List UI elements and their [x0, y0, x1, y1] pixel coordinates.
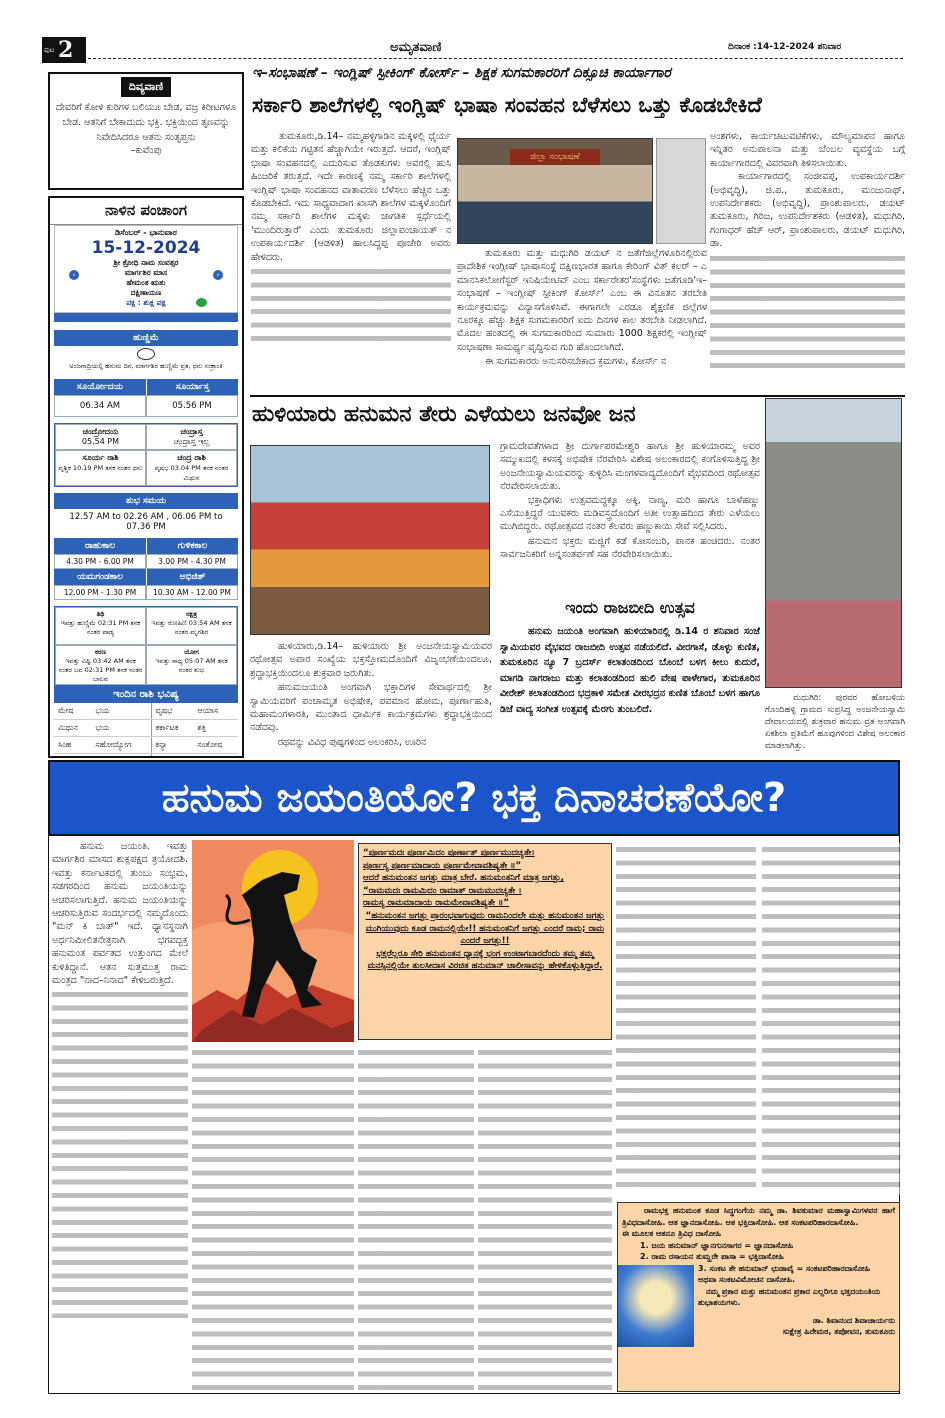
- article2-body: [500, 440, 760, 595]
- article2-headline: ಹುಳಿಯಾರು ಹನುಮನ ತೇರು ಎಳೆಯಲು ಜನವೋ ಜನ: [252, 402, 636, 427]
- date-card-footer: [54, 313, 238, 322]
- article3-col5: [616, 843, 756, 1195]
- nakshatra: ಇವತ್ತು ರೋಹಿಣಿ 03:54 AM ತನಕ ನಂತರ ಮೃಗಶಿರ: [151, 619, 232, 636]
- month-day: ಡಿಸೆಂಬರ್ - ಭಾನುವಾರ: [115, 228, 177, 237]
- surya-rashi-label: ಸೂರ್ಯ ರಾಶಿ: [82, 453, 119, 462]
- quote-line: ರಾಮಸ್ಯ ರಾಮಮಾದಾಯ ರಾಮಮೇವಾವಶಿಷ್ಯತೇ ॥”: [363, 898, 510, 909]
- article1-kicker: ಇ–ಸಂಭಾಷಣೆ – ಇಂಗ್ಲಿಷ್ ಸ್ಪೀಕಿಂಗ್ ಕೋರ್ಸ್ – ಶಿಕ್ಷಕ ಸುಗಮಕಾರರಿಗೆ ದಿಕ್ಸೂಚಿ ಕಾರ್ಯಾಗಾರ: [252, 65, 671, 81]
- article1-col2: [457, 247, 707, 392]
- rasi-prediction: [193, 754, 238, 759]
- sunset-time: 05.56 PM: [146, 395, 238, 417]
- rasi-sign: ವೃಷಭ: [151, 703, 193, 720]
- quote-line: “ಹನುಮಂತನ ಜಗತ್ತು ಪ್ರಾರಂಭವಾಗುವುದು ರಾಮನಿಂದಲೇ ಮತ್ತು ಹನುಮಂತನ ಜಗತ್ತು ಮುಗಿಯುವುದು ಕೂಡ ರಾಮನಲ್ಲಿಯೇ!! ಹನುಮಂತನಿಗೆ ಜಗತ್ತು ಎಂದರೆ ರಾಮ; ರಾಮ ಎಂದರೆ ಜಗತ್ತು!!: [365, 910, 605, 947]
- article1-col3-text: ಅಂಶಗಳು, ಕಾರ್ಯಚಟುವಟಿಕೆಗಳು, ಮೌಲ್ಯಮಾಪನ ಹಾಗೂ ಇನ್ನಿತರ ಅನುಪಾಲನಾ ಮತ್ತು ಬೆಂಬಲ ವ್ಯವಸ್ಥೆಯ ಬಗ್ಗೆ ಕಾರ್ಯಾಗಾರದಲ್ಲಿ ವಿವರವಾಗಿ ತಿಳಿಸಲಾಯಿತು.: [710, 131, 905, 169]
- rutu: ಹೇಮಂತ ಋತು: [126, 278, 166, 287]
- shubha-label: ಶುಭ ಸಮಯ: [54, 493, 238, 509]
- article3-col3: [358, 1046, 474, 1390]
- article1-col1-text: ತುಮಕೂರು,ಡಿ.14– ನಮ್ಮಹಳ್ಳಿಗಾಡಿನ ಮಕ್ಕಳಲ್ಲಿ ಧೈರ್ಯ ಮತ್ತು ಕಲಿಕೆಯ ಗಟ್ಟಿತನ ಹೆಚ್ಚಾಗಿಯೇ ಇರುತ್ತದೆ. ಆದರೆ, ಇಂಗ್ಲಿಷ್ ಭಾಷಾ ಸಂವಹನದಲ್ಲಿ ಎದುರಿಸುವ ತೊಡಕುಗಳು ಅವರಲ್ಲಿ ಹುಸಿ ಹಿಂಜರಿಕೆ ತರುತ್ತದೆ. ಇದೇ ಕಾರಣಕ್ಕೆ ನಮ್ಮ ಸರ್ಕಾರಿ ಶಾಲೆಗಳಲ್ಲಿ ಇಂಗ್ಲಿಷ್ ಭಾಷಾ ಸಂವಹನದ ವಾತಾವರಣ ಬೆಳೆಸಲು ಹೆಚ್ಚಿನ ಒತ್ತು ಕೊಡಬೇಕಿದೆ. ಇದು ಸಾಧ್ಯವಾದಾಗ ಖಾಸಗಿ ಶಾಲೆಗಳ ಮಕ್ಕಳೊಂದಿಗೆ ನಮ್ಮ ಸರ್ಕಾರಿ ಶಾಲೆಗಳ ಮಕ್ಕಳು ಜಾಗತಿಕ ಸ್ಪರ್ಧೆಯಲ್ಲಿ 'ಮುಂದಿರುತ್ತಾರೆ' ಎಂದು ತುಮಕೂರು ಜಿಲ್ಲಾಪಂಚಾಯತ್ ನ ಉಪಕಾರ್ಯದರ್ಶಿ (ಆಡಳಿತ) ಹಾಲಸಿದ್ದಪ್ಪ ಪೂಜೇರಿ ಅವರು ಹೇಳಿದರು.: [251, 131, 451, 263]
- article2-subheadline: ಇಂದು ರಾಜಬೀದಿ ಉತ್ಸವ: [565, 598, 695, 617]
- right-caption: [765, 692, 905, 755]
- article2-body-text-3: ಹನುಮನ ಭಕ್ತರು ಮಜ್ಜಿಗೆ ಕಡೆ ಕೋಸಂಬರಿ, ಪಾನಕ ಹಂಚಿದರು. ನಂತರ ಸಾರ್ವಜನಿಕರಿಗೆ ಅನ್ನಸಂತರ್ಪಣೆ ಸಹ ನೆರವೇರಿಸಲಾಯಿತು.: [500, 535, 760, 561]
- rasi-sign: [151, 754, 193, 759]
- article1-col2-text: ತುಮಕೂರು ಮತ್ತು ಮಧುಗಿರಿ ಡಯಟ್ ನ ಜತೆಗೆಜಿಲ್ಲೆಗಳೂರಿನಲ್ಲಿರುವ ಪ್ರಾದೇಶಿಕ ಇಂಗ್ಲೀಷ್ ಭಾಷಾಸಂಸ್ಥೆ ದಕ್ಷಿಣಭಾರತ ಹಾಗೂ ಕೇರಿಂಗ್ ವಿತ್ ಕಲರ್ – ಎ ಮಾನಸಿಕಲೋಗೆಸ್ಟರ್ ಇನಿಷಿಯೇಟಿವ್ ಎಂಬ ಸರ್ಕಾರೇತರ'ಸಂಸ್ಥೆಗಳು ಜತೆಗೂಡಿ'ಇ–ಸಂಭಾಷಣೆ – ಇಂಗ್ಲೀಷ್ ಸ್ಪೀಕಿಂಗ್ ಕೋರ್ಸ್' ಎಂಬ ಈ ವಿನೂತನ ತರಬೇತಿ ಕಾರ್ಯಕ್ರಮವನ್ನು ವಿನ್ಯಾಸಗೊಳಿಸಿವೆ. ಈಗಾಗಲೇ ಎರಡೂ ಶೈಕ್ಷಣಿಕ ಜಿಲ್ಲೆಗಳ ನೂರಕ್ಕೂ ಹೆಚ್ಚು ಶಿಕ್ಷಕ ಸುಗಮಕಾರರಿಗೆ ಐದು ದಿನಗಳ ಕಾಲ ತರಬೇತಿ ನೀಡಲಾಗಿದೆ. ಮೊದಲ ಹಂತದಲ್ಲಿ ಈ ಸುಗಮಕಾರರಿಂದ ಸುಮಾರು 1000 ಶಿಕ್ಷಕರಲ್ಲಿ ಇಂಗ್ಲೀಷ್ ಸಂಭಾಷಣಾ ಸಾಮರ್ಥ್ಯ ವೃದ್ಧಿಸುವ ಗುರಿ ಹೊಂದಲಾಗಿದೆ.: [457, 248, 707, 353]
- sunrise-label: ಸೂರ್ಯೋದಯ: [54, 379, 146, 395]
- surya-rashi: ವೃಶ್ಚಿಕ 10.19 PM ತನಕ ನಂತರ ಧನು: [58, 464, 143, 472]
- article2-caption: [250, 640, 492, 755]
- quote-box: [358, 843, 612, 1040]
- moon-icon: [137, 348, 155, 360]
- article3-col4: [478, 1046, 612, 1390]
- article1-col2-text-b: ಈ ಸುಗಮಕಾರರು ಅನುಸರಿಸಬೇಕಾದ ಕ್ರಮಗಳು, ಕೋರ್ಸ್ ನ: [485, 356, 667, 368]
- article2-sub-body-text: ಹನುಮ ಜಯಂತಿ ಅಂಗವಾಗಿ ಹುಳಿಯಾರಿನಲ್ಲಿ ಡಿ.14 ರ ಶನಿವಾರ ಸಂಜೆ ಸ್ವಾಮಿಯವರ ವೈಭವದ ರಾಜಬೀದಿ ಉತ್ಸವ ನಡೆಯಲಿದೆ. ವೀರಗಾಸೆ, ಡೊಳ್ಳು ಕುಣಿತ, ತುಮಕೂರಿನ ನ್ಯೂ 7 ಬ್ರದರ್ಸ್ ಕಲಾತಂಡದಿಂದ ಬೊಂಬೆ ಬಳಗ ಕೀಲು ಕುದುರೆ, ಮಾಗಡಿ ನಾಗರಾಜು ಮತ್ತು ಕಲಾತಂಡದಿಂದ ಹುಲಿ ವೇಷ ಪಾಳೇಗಾರ, ತುಮಕೂರಿನ ವೀರೇಶ್ ಕಲಾತಂಡದಿಂದ ಭದ್ರಕಾಳಿ ಸಮೇತ ವೀರಭದ್ರನ ಕುಣಿತ ಬೊಂಬೆ ಬಳಗ ಹಾಗೂ ಡಿಜೆ ವಾದ್ಯ ಸಂಗೀತ ಉತ್ಸವಕ್ಕೆ ಮೆರಗು ತುಂಬಲಿದೆ.: [500, 626, 760, 715]
- karana: ಇವತ್ತು ವಿಷ್ಟಿ 03:42 AM ತನಕ ನಂತರ ಬವ 02:31 PM ತನಕ ನಂತರ ಬಾಲವ: [58, 657, 143, 683]
- article2-caption-text-3: ರಥವನ್ನು ವಿವಿಧ ಪುಷ್ಪಗಳಿಂದ ಅಲಂಕರಿಸಿ, ಊರಿನ: [278, 736, 427, 748]
- right-caption-text: ಮಧುಗಿರಿ: ಪುರವರ ಹೋಬಳಿಯ ಗೊಂದಿಹಳ್ಳಿ ಗ್ರಾಮದ ಸುಪ್ರಸಿದ್ಧ ಅಂಜನೇಯಸ್ವಾಮಿ ದೇವಾಲಯದಲ್ಲಿ ಶುಕ್ರವಾರ ಹನುಮ ವ್ರತ ಅಂಗವಾಗಿ ಏಕಶಿಲಾ ಪ್ರತಿಮೆಗೆ ಹೂವುಗಳಿಂದ ವಿಶೇಷ ಅಲಂಕಾರ ಮಾಡಲಾಗಿತ್ತು.: [765, 693, 905, 751]
- rasi-sign: ಮಿಥುನ: [54, 720, 91, 737]
- issue-date: ದಿನಾಂಕ :14-12-2024 ಶನಿವಾರ: [728, 42, 842, 52]
- article2-caption-text-2: ಹನುಮಜಯಂತಿ ಅಂಗವಾಗಿ ಭಕ್ತಾದಿಗಳ ಸೇವಾರ್ಥದಲ್ಲಿ ಶ್ರೀ ಸ್ವಾಮಿಯವರಿಗೆ ಪಂಚಾಮೃತ ಅಭಿಷೇಕ, ಪವಮಾನ ಹೋಮ, ಪೂರ್ಣಾಹುತಿ, ಮಹಾಮಂಗಳಾರತಿ, ಮುಂತಾದ ಧಾರ್ಮಿಕ ಕಾರ್ಯಕ್ರಮಗಳು ಶ್ರದ್ಧಾಭಕ್ತಿಯಿಂದ ನಡೆದವು.: [250, 682, 492, 734]
- abhijit-label: ಅಭಿಜಿತ್: [146, 569, 238, 585]
- dasohi-wish: ನಮ್ಮ ಪ್ರಕಾರ ಮತ್ತು ಹನುಮಂತನ ಪ್ರಕಾರ ಎಲ್ಲರಿಗೂ ಭಕ್ತದಯಂತಿಯ ಶುಭಾಶಯಗಳು.: [698, 1286, 881, 1307]
- paksha: ಪಕ್ಷ : ಶುಕ್ಲ ಪಕ್ಷ: [126, 298, 166, 307]
- masthead: ಅಮೃತವಾಣಿ: [390, 40, 442, 55]
- dasohi-place: ಸುಕ್ಷೇತ್ರ ಹಿರೇಮಠ, ತಪೋವನ, ತುಮಕೂರು: [782, 1327, 895, 1336]
- article1-col3: [710, 130, 905, 392]
- rasi-prediction: ಸಹೋದ್ಯೋಗ: [91, 737, 151, 754]
- rasi-prediction: [91, 754, 151, 759]
- rasi-row: [54, 703, 238, 720]
- samvatsara: ಶ್ರೀ ಕ್ರೋಧಿ ನಾಮ ಸಂವತ್ಸರ: [113, 258, 179, 267]
- article1-col3-text-b: ಕಾರ್ಯಾಗಾರದಲ್ಲಿ ಸಂಜೀವಪ್ಪ, ಉಪಕಾರ್ಯದರ್ಶಿ (ಅಭಿವೃದ್ಧಿ), ಜಿ.ಪ., ತುಮಕೂರು, ಮಂಜುನಾಥ್, ಉಪನಿರ್ದೇಶಕರು (ಅಭಿವೃದ್ಧಿ), ಪ್ರಾಂಶುಪಾಲರು, ಡಯಟ್ ತುಮಕೂರು, ಗಿರಿಜ, ಉಪನಿರ್ದೇಶಕರು (ಆಡಳಿತ), ಮಧುಗಿರಿ, ಗಂಗಾಧರ್ ಹೆಚ್ ಆರ್, ಪ್ರಾಂಶುಪಾಲರು, ಡಯಟ್ ಮಧುಗಿರಿ, ಡಾ.: [710, 171, 905, 250]
- article3-col1: [52, 840, 188, 1390]
- dasohi-item: 2. ರಾಮ ರಸಾಯನ ತುಮ್ಹರೇ ಪಾಸಾ = ಭಕ್ತಿದಾಸೋಹಿ: [640, 1252, 784, 1261]
- article2-body-text: ಗ್ರಾಮದೇವತೆಗಳಾದ ಶ್ರೀ ದುರ್ಗಾಪರಮೇಶ್ವರಿ ಹಾಗೂ ಶ್ರೀ ಹುಳಿಯಾರಮ್ಮ ಅವರ ಸಮ್ಮುಖದಲ್ಲಿ ಕಳಸಕ್ಕೆ ಅಭಿಷೇಕ ನೆರವೇರಿಸಿ ವಿಶೇಷ ಅಲಂಕಾರದಲ್ಲಿ ಕಂಗೊಳಿಸುತ್ತಿದ್ದ ಶ್ರೀ ಅಂಜನೇಯಸ್ವಾಮಿಯವರನ್ನು ಕುಳ್ಳಿರಿಸಿ ಮಂಗಳವಾದ್ಯದೊಂದಿಗೆ ವೈಭವದಿಂದ ರಥೋತ್ಸವ ನೆರವೇರಿಸಲಾಯಿತು.: [500, 441, 760, 493]
- page-label: ಪುಟ: [44, 46, 55, 54]
- ayana: ದಕ್ಷಿಣಾಯಣ: [130, 288, 162, 297]
- hanuman-illustration: [192, 840, 354, 1042]
- page-number: 2: [58, 37, 74, 63]
- yoga-label: ಯೋಗ: [184, 648, 199, 656]
- divyavani-title: ದಿವ್ಯವಾಣಿ: [121, 77, 171, 97]
- header-rule: [88, 58, 903, 59]
- panchanga-date: 15-12-2024: [91, 238, 201, 258]
- quote-line: ಆದರೆ ಹನುಮಂತನ ಜಗತ್ತು ಮಾತ್ರ ಬೇರೆ. ಹನುಮಂತನಿಗೆ ಮಾತ್ರ ಜಗತ್ತು,: [363, 873, 564, 884]
- hunnime-text: ಅಂಜನಾದ್ರಿಯಲ್ಲಿ ಹನುಮ ದಿನ, ಮಾರ್ಗಶಿರ ಹುಣ್ಣಿಮೆ ವ್ರತ, ಧನು ಸಂಕ್ರಾಂತಿ: [69, 362, 223, 370]
- divyavani-quote: ದೇವರಿಗೆ ಕೋಳಿ ಕುರಿಗಳ ಬಲಿಯೂ ಬೇಡ, ವಜ್ರ ಕಿರೀಟಗಳೂ ಬೇಡ. ಆತನಿಗೆ ಬೇಕಾದುದು ಭಕ್ತಿ. ಭಕ್ತಿಯಿಂದ ತೃಣವನ್ನು ನಿವೇದಿಸಿದರೂ ಆತನು ಸಂತೃಪ್ತನು: [55, 102, 237, 143]
- rasi-row: [54, 737, 238, 754]
- abhijit-time: 10.30 AM - 12.00 PM: [146, 585, 238, 600]
- rasi-row: [54, 720, 238, 737]
- swamiji-photo: [618, 1265, 694, 1347]
- quote-line: “ರಾಮಮದಃ ರಾಮಮಿದಂ ರಾಮಾತ್ ರಾಮಮುದಚ್ಯತೇ ।: [363, 885, 522, 896]
- rahu-time: 4.30 PM - 6.00 PM: [54, 554, 146, 569]
- sunset-label: ಸೂರ್ಯಾಸ್ತ: [146, 379, 238, 395]
- rahu-label: ರಾಹುಕಾಲ: [54, 538, 146, 554]
- article2-caption-text: ಹುಳಿಯಾರು,ಡಿ.14– ಹುಳಿಯಾರು ಶ್ರೀ ಅಂಜನೇಯಸ್ವಾಮಿಯವರ ರಥೋತ್ಸವ ಅಪಾರ ಸಂಖ್ಯೆಯ ಭಕ್ತಸ್ತೋಮದೊಂದಿಗೆ ವಿಜೃಂಭಣೆಯಿಂದಲೂ, ಶ್ರದ್ಧಾಭಕ್ತಿಯಿಂದಲೂ ಶುಕ್ರವಾರ ಜರುಗಿತು.: [250, 641, 492, 679]
- article2-body-text-2: ಭಕ್ತಾಧಿಗಳು ಉತ್ಸವಮದ್ದಕ್ಕೂ ಅಕ್ಕಿ, ನಾಣ್ಯ, ಮರಿ ಹಾಗೂ ಬಾಳೆಹಣ್ಣು ಎಸೆಯುತ್ತಿದ್ದರೆ ಯುವಕರು ಮಡಿವಸ್ತ್ರದೊಂದಿಗೆ ಅತೀ ಉತ್ಸಾಹದಿಂದ ತೇರು ಎಳೆಯಲು ಮುಗಿಬಿದ್ದರು. ರಥೋತ್ಸವದ ನಂತರ ಕೆಲವರು ಹಣ್ಣುಕಾಯಿ ಸೇವೆ ಸಲ್ಲಿಸಿದರು.: [500, 494, 760, 533]
- dasohi-box: [617, 1202, 900, 1392]
- gulika-label: ಗುಳಿಕಕಾಲ: [146, 538, 238, 554]
- article1-photo: [457, 138, 653, 244]
- sunrise-time: 06.34 AM: [54, 395, 146, 417]
- article3-banner-text: ಹನುಮ ಜಯಂತಿಯೋ? ಭಕ್ತ ದಿನಾಚರಣೆಯೋ?: [161, 775, 787, 821]
- section-divider: [250, 395, 905, 397]
- rasi-sign: ಕನ್ಯಾ: [151, 737, 193, 754]
- rasi-prediction: ಸಂತೋಷ: [193, 737, 238, 754]
- rasi-prediction: ಭಯ: [91, 720, 151, 737]
- dasohi-line2: ಈ ಮೂಲಕ ಆತನೂ ತ್ರಿವಿಧ ದಾಸೋಹಿ: [622, 1229, 722, 1238]
- panchanga-title: ನಾಳಿನ ಪಂಚಾಂಗ: [50, 198, 242, 225]
- article1-headline: ಸರ್ಕಾರಿ ಶಾಲೆಗಳಲ್ಲಿ ಇಂಗ್ಲಿಷ್ ಭಾಷಾ ಸಂವಹನ ಬೆಳೆಸಲು ಒತ್ತು ಕೊಡಬೇಕಿದೆ: [252, 93, 762, 117]
- divyavani-author: –ಕುವೆಂಪು: [130, 145, 162, 156]
- photo-banner-text: ಜಿಲ್ಲಾ ಸಂಭಾಷಣೆ: [510, 149, 600, 165]
- rasi-sign: [54, 754, 91, 759]
- tithi-label: ತಿಥಿ: [96, 610, 105, 618]
- moonset-time: ಚಂದ್ರಾಸ್ತ ಇಲ್ಲ: [173, 437, 210, 446]
- quote-line: “ಪೂರ್ಣಮದಃ ಪೂರ್ಣಮಿದಂ ಪೂರ್ಣಾತ್ ಪೂರ್ಣಮುದಚ್ಯತೇ।: [363, 848, 535, 858]
- moonrise-label: ಚಂದ್ರೋದಯ: [82, 427, 119, 436]
- prev-date-button[interactable]: ‹: [69, 270, 79, 280]
- rasi-table: [54, 703, 238, 758]
- rasi-prediction: ಆಯಾಸ: [193, 703, 238, 720]
- moonset-label: ಚಂದ್ರಾಸ್ತ: [180, 427, 203, 436]
- huliyar-chariot-photo: [250, 445, 490, 635]
- yoga: ಇವತ್ತು ಸಾಧ್ಯ 05:07 AM ತನಕ ನಂತರ ಶುಭ: [155, 657, 228, 674]
- chandra-rashi-label: ಚಂದ್ರ ರಾಶಿ: [177, 453, 206, 462]
- article3-col1-text: ಹನುಮ ಜಯಂತಿ. ಇವತ್ತು ಮಾರ್ಗಶಿರ ಮಾಸದ ಶುಕ್ಲಪಕ್ಷದ ತ್ರಯೋದಶಿ. ಇವತ್ತು ಕರ್ನಾಟಕದಲ್ಲಿ ತುಂಬು ಸಂಭ್ರಮ, ಸಡಗರದಿಂದ ಹನುಮ ಜಯಂತಿಯನ್ನು ಆಚರಿಸಲಾಗುತ್ತಿದೆ. ಹನುಮ ಜಯಂತಿಯನ್ನು ಆಚರಿಸುತ್ತಿರುವ ಸಂದರ್ಭದಲ್ಲಿ ನಮ್ಮದೊಂದು "ಮನ್ ಕಿ ಬಾತ್" ಇದೆ. ಧ್ಯಾನಸ್ಥನಾಗಿ ಅರ್ಧನಿಮೀಲಿತನೇತ್ರನಾಗಿ ಭಗವದ್ಭಕ್ತ ಹನುಮಂತ ಪರ್ವತದ ಉತ್ತುಂಗದ ಮೇಲೆ ಕುಳಿತಿದ್ದಾನೆ. ಆತನ ಸುತ್ತಮುತ್ತ ರಾಮ ಮಂತ್ರದ "ನಾದ–ನಿನಾದ" ಕೇಳಿಬರುತ್ತಿದೆ.: [52, 841, 188, 987]
- dasohi-item: 3. ಸಂಕಟ ತೇ ಹನುಮಾನ್ ಛುಡಾವೈ = ಸಂಕಟಪರಿಹಾರದಾಸೋಹಿ: [698, 1263, 871, 1273]
- dasohi-signature: ಡಾ. ಶಿವಾನಂದ ಶಿವಾಚಾರ್ಯರು: [812, 1315, 895, 1325]
- rasi-sign: ಸಿಂಹ: [54, 737, 91, 754]
- article1-photo-2: [656, 138, 706, 244]
- rasi-row: [54, 754, 238, 759]
- gulika-time: 3.00 PM - 4.30 PM: [146, 554, 238, 569]
- quote-line: ಭಕ್ತರೆಲ್ಲರೂ ಸೇರಿ ಹನುಮಂತನ ಧ್ಯಾನಕ್ಕೆ ಭಂಗ ಉಂಟಾಗಬಾರದೆಂದು ತಮ್ಮ ತಮ್ಮ ಮನಸ್ಸಿನಲ್ಲಿಯೇ ತುಲಸೀದಾಸ ವಿರಚಿತ ಹನುಮಾನ್ ಚಾಲೀಸಾವನ್ನು ಹೇಳಿಕೊಳ್ಳುತ್ತಿದ್ದಾರೆ.: [367, 948, 603, 972]
- article3-col2: [192, 1046, 354, 1390]
- dasohi-intro: ರಾಮಭಕ್ತ ಹನುಮಂತ ಕೂಡ ಸಿದ್ಧಗಂಗೆಯ ನಮ್ಮ ಡಾ. ಶಿವಕುಮಾರ ಮಹಾಸ್ವಾಮಿಗಳವರ ಹಾಗೆ ತ್ರಿವಿಧದಾಸೋಹಿ. ಆತ ಜ್ಞಾನದಾಸೋಹಿ. ಆತ ಭಕ್ತಿದಾಸೋಹಿ. ಆತ ಸಂಕಟಪರಿಹಾರದಾಸೋಹಿ.: [622, 1206, 895, 1227]
- shubha-time: 12.57 AM to 02.26 AM , 06.06 PM to 07.36 PM: [69, 512, 223, 532]
- quote-line: ಪೂರ್ಣಸ್ಯ ಪೂರ್ಣಮಾದಾಯ ಪೂರ್ಣಮೇವಾವಶಿಷ್ಯತೇ ॥”: [363, 860, 522, 871]
- article1-col1: [251, 130, 451, 392]
- article3-col6: [762, 843, 900, 1195]
- next-date-button[interactable]: ›: [213, 270, 223, 280]
- tithi: ಇವತ್ತು ಹುಣ್ಣಿಮೆ 02:31 PM ತನಕ ನಂತರ ಪಾಡ್ಯ: [60, 619, 141, 636]
- karana-label: ಕರಣ: [95, 648, 106, 656]
- page-number-badge: [42, 37, 86, 63]
- rasi-title: ಇಂದಿನ ರಾಶಿ ಭವಿಷ್ಯ: [54, 686, 238, 703]
- nakshatra-label: ನಕ್ಷತ್ರ: [186, 610, 197, 618]
- rasi-sign: ಕರ್ಕಾಟಕ: [151, 720, 193, 737]
- article2-sub-body: [500, 624, 760, 754]
- rasi-prediction: ಶಕ್ತಿ: [193, 720, 238, 737]
- moonrise-time: 05.54 PM: [81, 437, 120, 446]
- hunnime-header: ಹುಣ್ಣಿಮೆ: [54, 330, 238, 346]
- rasi-sign: ಮೇಷ: [54, 703, 91, 720]
- rasi-prediction: ಭಯ: [91, 703, 151, 720]
- divyavani-box: [48, 72, 244, 190]
- yama-label: ಯಮಗಂಡಕಾಲ: [54, 569, 146, 585]
- dasohi-item: 1. ಜಯ ಹನುಮಾನ್ ಜ್ಞಾನಗುನಸಾಗರ = ಜ್ಞಾನದಾಸೋಹಿ: [640, 1240, 794, 1250]
- chandra-rashi: ವೃಷಭ 03.04 PM ತನಕ ನಂತರ ಮಿಥುನ: [154, 464, 229, 482]
- dasohi-line3: ಅಥವಾ ಸಂಕಟವಿಮೋಚನ ದಾಸೋಹಿ.: [698, 1275, 796, 1284]
- masa: ಮಾರ್ಗಶಿರ ಮಾಸ: [124, 268, 168, 277]
- article3-banner: [48, 760, 900, 836]
- panchanga-box: [48, 196, 244, 758]
- yama-time: 12.00 PM - 1.30 PM: [54, 585, 146, 600]
- whatsapp-icon[interactable]: [196, 298, 207, 307]
- anjaneya-statue-photo: [765, 398, 902, 688]
- panchanga-date-card: [54, 225, 238, 313]
